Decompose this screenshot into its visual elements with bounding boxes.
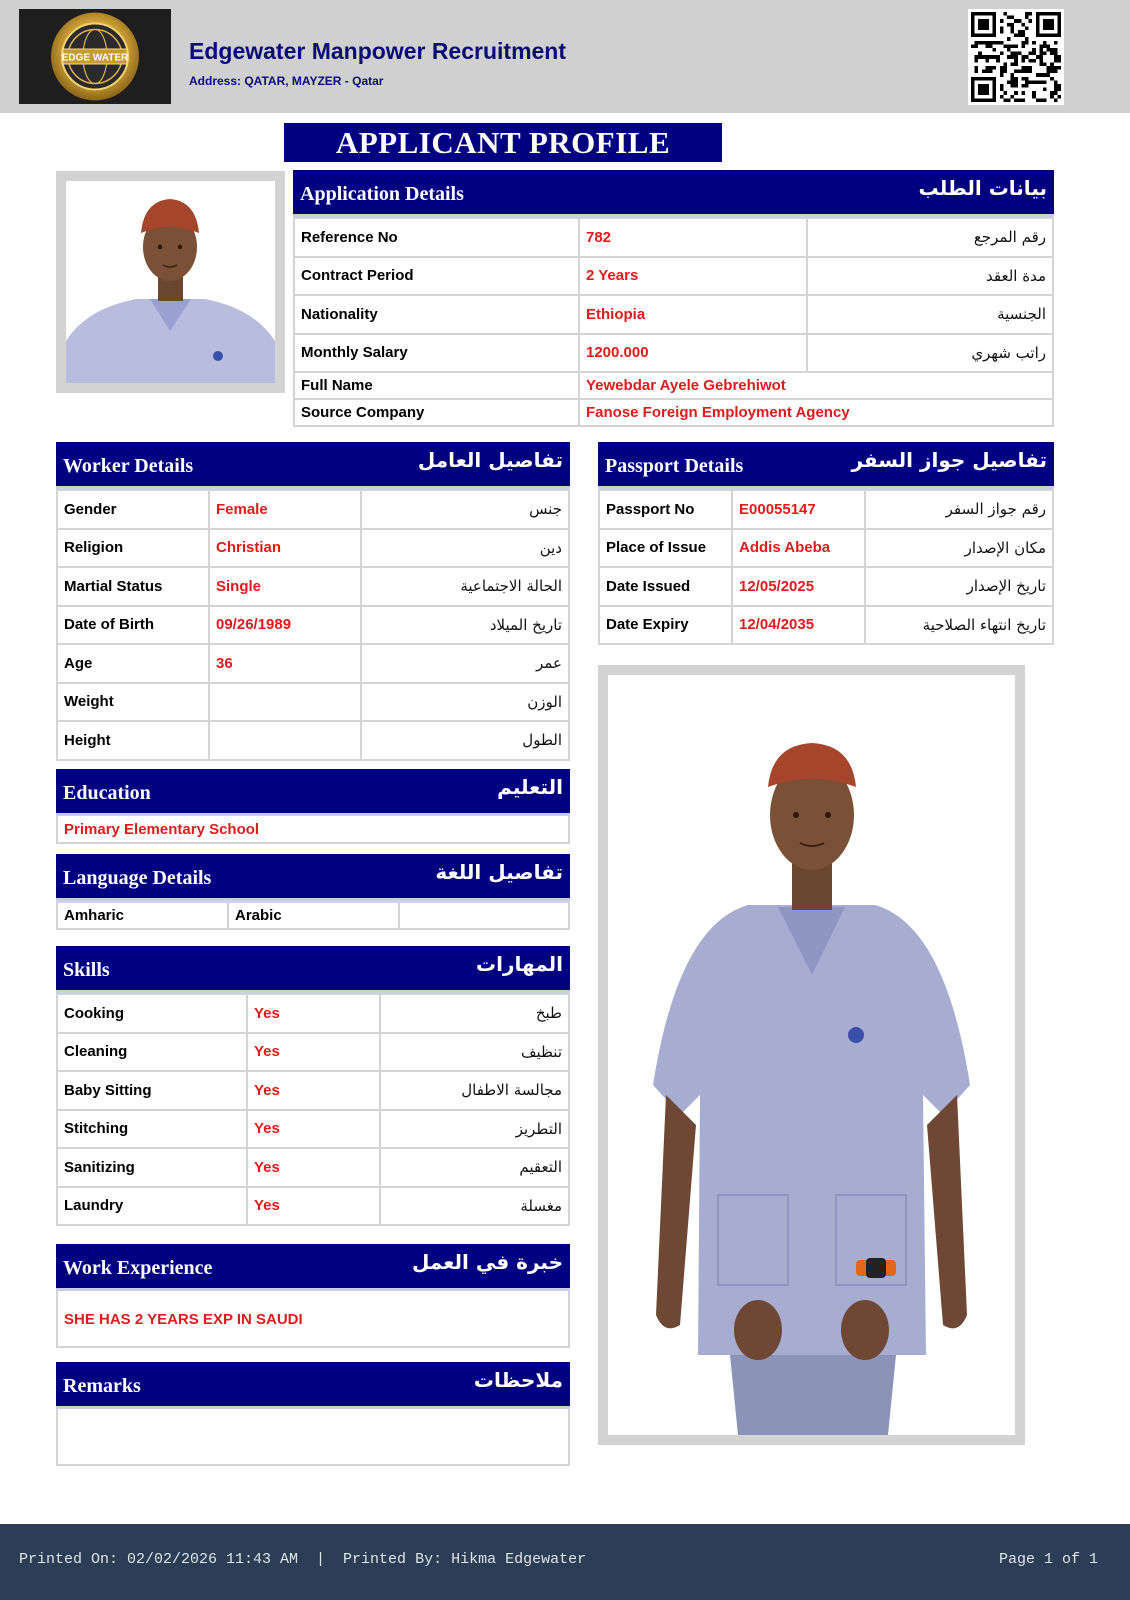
skill-label-arabic: طبخ [380, 994, 569, 1033]
table-row [57, 1110, 569, 1149]
skill-label-arabic: مغسلة [380, 1187, 569, 1226]
company-name: Edgewater Manpower Recruitment [189, 38, 567, 64]
passport-details-table [598, 489, 1054, 645]
field-label-arabic: تاريخ الميلاد [361, 606, 569, 645]
section-title: Work Experience [63, 1257, 213, 1279]
field-label-arabic: رقم المرجع [807, 218, 1053, 257]
company-logo [19, 9, 171, 104]
skill-label: Stitching [57, 1110, 247, 1149]
full-name-value: Yewebdar Ayele Gebrehiwot [579, 372, 1053, 399]
section-title: Skills [63, 959, 110, 981]
table-row [57, 644, 569, 683]
reference-number-value: 782 [579, 218, 807, 257]
place-of-issue-value: Addis Abeba [732, 529, 865, 568]
field-value: Single [209, 567, 361, 606]
field-label: Height [57, 721, 209, 760]
date-issued-value: 12/05/2025 [732, 567, 865, 606]
section-title: Worker Details [63, 455, 194, 477]
page-number: Page 1 of 1 [998, 1551, 1098, 1568]
table-row [57, 994, 569, 1033]
contract-period-value: 2 Years [579, 257, 807, 296]
skill-label: Laundry [57, 1187, 247, 1226]
skill-value: Yes [247, 994, 380, 1033]
document-title: APPLICANT PROFILE [284, 123, 722, 162]
table-row [57, 1148, 569, 1187]
application-details-table [293, 217, 1054, 427]
table-row [57, 683, 569, 722]
table-row [294, 334, 1053, 373]
table-row [599, 529, 1053, 568]
table-row [599, 567, 1053, 606]
worker-details-section [56, 442, 570, 761]
skill-label: Baby Sitting [57, 1071, 247, 1110]
date-expiry-value: 12/04/2035 [732, 606, 865, 645]
section-title-arabic: تفاصيل جواز السفر [851, 448, 1047, 472]
table-row [294, 295, 1053, 334]
language-item: Arabic [228, 902, 399, 929]
field-value: 09/26/1989 [209, 606, 361, 645]
field-value: Female [209, 490, 361, 529]
skill-value: Yes [247, 1148, 380, 1187]
table-row [57, 606, 569, 645]
skill-label: Cooking [57, 994, 247, 1033]
field-label: Monthly Salary [294, 334, 579, 373]
table-row [294, 372, 1053, 399]
passport-number-value: E00055147 [732, 490, 865, 529]
table-row [57, 721, 569, 760]
field-value: 36 [209, 644, 361, 683]
field-label: Age [57, 644, 209, 683]
section-header [56, 854, 570, 901]
education-section [56, 769, 570, 844]
language-item: Amharic [57, 902, 228, 929]
table-row [57, 1033, 569, 1072]
monthly-salary-value: 1200.000 [579, 334, 807, 373]
section-header [56, 769, 570, 816]
skill-value: Yes [247, 1187, 380, 1226]
field-label: Source Company [294, 399, 579, 426]
table-row [294, 257, 1053, 296]
section-title-arabic: خبرة في العمل [412, 1250, 563, 1274]
skill-value: Yes [247, 1033, 380, 1072]
field-label-arabic: مدة العقد [807, 257, 1053, 296]
skill-label-arabic: تنظيف [380, 1033, 569, 1072]
section-title-arabic: تفاصيل اللغة [435, 860, 563, 884]
field-label: Full Name [294, 372, 579, 399]
field-label-arabic: جنس [361, 490, 569, 529]
field-label-arabic: دين [361, 529, 569, 568]
field-label-arabic: راتب شهري [807, 334, 1053, 373]
field-label-arabic: رقم جواز السفر [865, 490, 1053, 529]
field-label-arabic: الحالة الاجتماعية [361, 567, 569, 606]
print-footer [0, 1524, 1130, 1600]
field-label-arabic: مكان الإصدار [865, 529, 1053, 568]
table-row [57, 1071, 569, 1110]
skill-value: Yes [247, 1071, 380, 1110]
section-title: Passport Details [605, 455, 744, 477]
section-title-arabic: بيانات الطلب [918, 176, 1047, 200]
section-title-arabic: ملاحظات [473, 1368, 563, 1392]
section-header [598, 442, 1054, 489]
work-experience-value: SHE HAS 2 YEARS EXP IN SAUDI [56, 1291, 570, 1348]
table-row [57, 529, 569, 568]
table-row [57, 490, 569, 529]
field-label: Date Issued [599, 567, 732, 606]
passport-details-section [598, 442, 1054, 645]
section-header [56, 1244, 570, 1291]
skill-label-arabic: التطريز [380, 1110, 569, 1149]
field-label: Date Expiry [599, 606, 732, 645]
section-header [293, 170, 1054, 217]
field-label-arabic: عمر [361, 644, 569, 683]
field-label-arabic: تاريخ الإصدار [865, 567, 1053, 606]
field-value [209, 683, 361, 722]
skill-label-arabic: التعقيم [380, 1148, 569, 1187]
language-details-section [56, 854, 570, 930]
field-label: Gender [57, 490, 209, 529]
table-row [294, 399, 1053, 426]
skills-table [56, 993, 570, 1226]
remarks-value [56, 1409, 570, 1466]
field-label: Weight [57, 683, 209, 722]
field-label: Religion [57, 529, 209, 568]
section-title-arabic: المهارات [476, 952, 563, 976]
field-value [209, 721, 361, 760]
table-row [599, 606, 1053, 645]
table-row [599, 490, 1053, 529]
field-label-arabic: الوزن [361, 683, 569, 722]
page-header [0, 0, 1130, 113]
qr-code [968, 9, 1064, 105]
section-title: Language Details [63, 867, 212, 889]
skill-label-arabic: مجالسة الاطفال [380, 1071, 569, 1110]
field-label: Reference No [294, 218, 579, 257]
section-title: Education [63, 782, 151, 804]
applicant-photo-full-body [598, 665, 1025, 1445]
field-label: Passport No [599, 490, 732, 529]
source-company-value: Fanose Foreign Employment Agency [579, 399, 1053, 426]
field-label-arabic: الجنسية [807, 295, 1053, 334]
skill-value: Yes [247, 1110, 380, 1149]
section-header [56, 1362, 570, 1409]
language-table [56, 901, 570, 930]
table-row [57, 902, 569, 929]
table-row [57, 1187, 569, 1226]
work-experience-section [56, 1244, 570, 1348]
table-row [57, 567, 569, 606]
skills-section [56, 946, 570, 1226]
nationality-value: Ethiopia [579, 295, 807, 334]
section-title-arabic: التعليم [497, 775, 563, 799]
remarks-section [56, 1362, 570, 1466]
section-header [56, 946, 570, 993]
svg-text:EDGE WATER: EDGE WATER [61, 52, 129, 64]
table-row [294, 218, 1053, 257]
section-title: Remarks [63, 1375, 141, 1397]
worker-details-table [56, 489, 570, 761]
field-label: Martial Status [57, 567, 209, 606]
company-address: Address: QATAR, MAYZER - Qatar [189, 74, 384, 88]
section-header [56, 442, 570, 489]
skill-label: Cleaning [57, 1033, 247, 1072]
section-title-arabic: تفاصيل العامل [417, 448, 563, 472]
printed-info: Printed On: 02/02/2026 11:43 AM | Printed By: Hikma Edgewater [19, 1551, 587, 1568]
language-item [399, 902, 569, 929]
field-label: Date of Birth [57, 606, 209, 645]
field-label: Nationality [294, 295, 579, 334]
field-label-arabic: تاريخ انتهاء الصلاحية [865, 606, 1053, 645]
field-label: Place of Issue [599, 529, 732, 568]
section-title: Application Details [300, 183, 464, 205]
skill-label: Sanitizing [57, 1148, 247, 1187]
field-value: Christian [209, 529, 361, 568]
education-value: Primary Elementary School [56, 816, 570, 844]
applicant-photo-portrait [56, 171, 285, 393]
application-details-section [293, 170, 1054, 427]
field-label: Contract Period [294, 257, 579, 296]
field-label-arabic: الطول [361, 721, 569, 760]
